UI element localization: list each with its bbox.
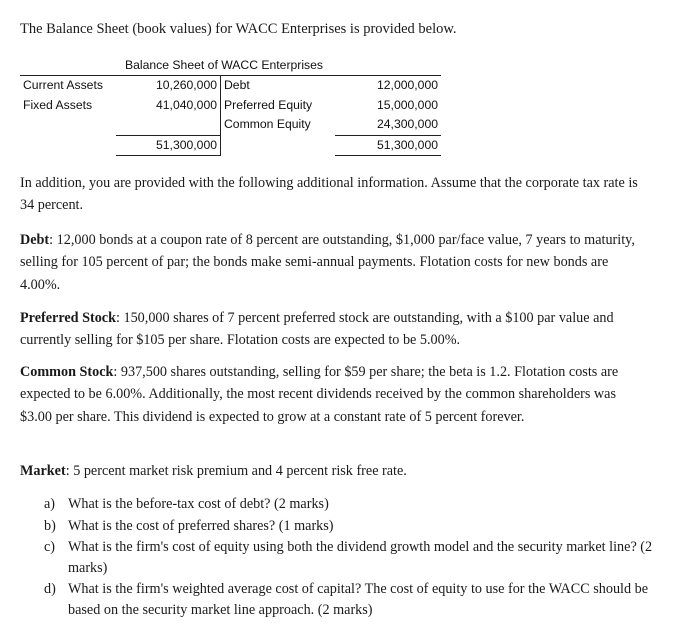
- question-marker: b): [44, 517, 56, 534]
- market-label: Market: [20, 463, 66, 479]
- question-marker: c): [44, 539, 56, 555]
- table-row: [20, 96, 441, 116]
- preferred-label: Preferred Stock: [20, 310, 116, 326]
- common-paragraph: [20, 361, 650, 428]
- liability-label: Debt: [221, 76, 336, 96]
- question-item: [44, 494, 654, 515]
- question-item: [44, 516, 654, 537]
- debt-paragraph: [20, 229, 650, 296]
- liability-label: Preferred Equity: [224, 97, 313, 112]
- liability-value: 24,300,000: [335, 115, 441, 135]
- asset-value: 41,040,000: [116, 96, 221, 116]
- debt-label: Debt: [20, 232, 50, 248]
- question-item: [44, 537, 654, 578]
- liability-label: Common Equity: [224, 117, 311, 132]
- intro-text: The Balance Sheet (book values) for WACC Enterprises is provided below.: [20, 21, 457, 37]
- additional-info-paragraph: In addition, you are provided with the following additional information. Assume that the corporate tax rate is 34 percent.: [20, 175, 638, 214]
- asset-total: 51,300,000: [116, 135, 221, 156]
- liability-value: 12,000,000: [335, 76, 441, 96]
- table-row-total: [20, 135, 441, 156]
- preferred-paragraph: [20, 307, 650, 352]
- balance-sheet-table: [20, 56, 441, 156]
- liability-value: 15,000,000: [377, 97, 438, 112]
- debt-text: : 12,000 bonds at a coupon rate of 8 percent are outstanding, $1,000 par/face value, 7 years to maturity, selling for 105 percent of par; the bonds make semi-annual payments. Flotation costs for new bonds are 4.00%.: [20, 232, 635, 293]
- market-text: : 5 percent market risk premium and 4 percent risk free rate.: [65, 463, 407, 479]
- asset-label: [20, 135, 116, 156]
- question-text: What is the firm's cost of equity using both the dividend growth model and the security market line? (2 marks): [68, 539, 653, 576]
- preferred-text: : 150,000 shares of 7 percent preferred stock are outstanding, with a $100 par value and currently selling for $105 per share. Flotation costs are expected to be 5.00%.: [20, 310, 614, 349]
- question-item: [44, 579, 654, 620]
- liability-total: 51,300,000: [335, 135, 441, 156]
- question-text: What is the before-tax cost of debt? (2 marks): [68, 496, 329, 512]
- liability-label: [221, 135, 336, 156]
- question-text: What is the cost of preferred shares? (1 marks): [68, 517, 334, 534]
- asset-label: [20, 115, 116, 135]
- question-marker: d): [44, 581, 56, 597]
- table-row: [20, 115, 441, 135]
- asset-label: Fixed Assets: [23, 97, 93, 112]
- table-row: [20, 76, 441, 96]
- question-text: What is the firm's weighted average cost of capital? The cost of equity to use for the WACC should be based on the security market line approach. (2 marks): [68, 581, 649, 618]
- question-list: [44, 494, 654, 621]
- common-text: : 937,500 shares outstanding, selling for $59 per share; the beta is 1.2. Flotation costs are expected to be 6.00%. Additionally, the most recent dividends received by the common shareholders was $3.00 per share. This dividend is expected to grow at a constant rate of 5 percent forever.: [20, 364, 619, 425]
- asset-label: Current Assets: [20, 76, 116, 96]
- balance-sheet-caption: Balance Sheet of WACC Enterprises: [125, 58, 324, 72]
- asset-value: 10,260,000: [116, 76, 221, 96]
- asset-value: [116, 115, 221, 135]
- market-paragraph: [20, 460, 650, 482]
- common-label: Common Stock: [20, 364, 114, 380]
- question-marker: a): [44, 496, 56, 512]
